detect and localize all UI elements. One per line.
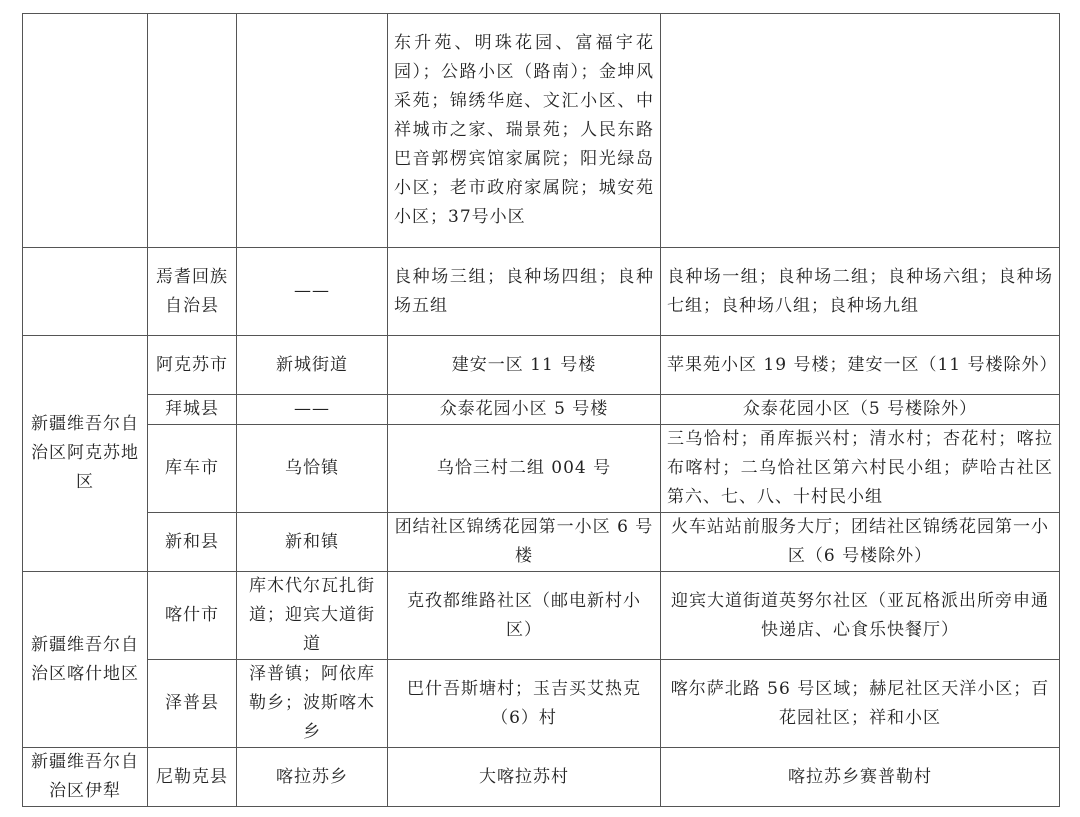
township-cell: —— <box>237 395 388 425</box>
table-row <box>23 572 1060 660</box>
region-cell: 新疆维吾尔自治区伊犁 <box>23 748 148 807</box>
table-row <box>23 513 1060 572</box>
medium-risk-cell: 苹果苑小区 19 号楼；建安一区（11 号楼除外） <box>661 336 1060 395</box>
county-cell: 拜城县 <box>148 395 237 425</box>
county-cell: 阿克苏市 <box>148 336 237 395</box>
medium-risk-cell: 迎宾大道街道英努尔社区（亚瓦格派出所旁申通快递店、心食乐快餐厅） <box>661 572 1060 660</box>
table-row <box>23 336 1060 395</box>
high-risk-cell: 东升苑、明珠花园、富福宇花园）；公路小区（路南）；金坤风采苑；锦绣华庭、文汇小区、中祥城市之家、瑞景苑；人民东路巴音郭楞宾馆家属院；阳光绿岛小区；老市政府家属院；城安苑小区；37号小区 <box>388 14 661 248</box>
county-cell: 库车市 <box>148 425 237 513</box>
high-risk-cell: 乌恰三村二组 004 号 <box>388 425 661 513</box>
county-cell: 喀什市 <box>148 572 237 660</box>
table-row <box>23 748 1060 807</box>
high-risk-cell: 建安一区 11 号楼 <box>388 336 661 395</box>
medium-risk-cell: 喀尔萨北路 56 号区域；赫尼社区天洋小区；百花园社区；祥和小区 <box>661 660 1060 748</box>
high-risk-cell: 大喀拉苏村 <box>388 748 661 807</box>
region-cell <box>23 14 148 248</box>
medium-risk-cell <box>661 14 1060 248</box>
township-cell: 乌恰镇 <box>237 425 388 513</box>
township-cell: —— <box>237 248 388 336</box>
county-cell: 焉耆回族自治县 <box>148 248 237 336</box>
medium-risk-cell: 火车站站前服务大厅；团结社区锦绣花园第一小区（6 号楼除外） <box>661 513 1060 572</box>
table-row <box>23 14 1060 248</box>
county-cell <box>148 14 237 248</box>
region-cell: 新疆维吾尔自治区喀什地区 <box>23 572 148 748</box>
high-risk-cell: 克孜都维路社区（邮电新村小区） <box>388 572 661 660</box>
table-row <box>23 660 1060 748</box>
township-cell: 新和镇 <box>237 513 388 572</box>
high-risk-cell: 众泰花园小区 5 号楼 <box>388 395 661 425</box>
township-cell: 库木代尔瓦扎街道；迎宾大道街道 <box>237 572 388 660</box>
medium-risk-cell: 三乌恰村；甬库振兴村；清水村；杏花村；喀拉布喀村；二乌恰社区第六村民小组；萨哈古社区第六、七、八、十村民小组 <box>661 425 1060 513</box>
medium-risk-cell: 喀拉苏乡赛普勒村 <box>661 748 1060 807</box>
region-cell: 新疆维吾尔自治区阿克苏地区 <box>23 336 148 572</box>
township-cell: 泽普镇；阿依库勒乡；波斯喀木乡 <box>237 660 388 748</box>
high-risk-cell: 巴什吾斯塘村；玉吉买艾热克（6）村 <box>388 660 661 748</box>
medium-risk-cell: 众泰花园小区（5 号楼除外） <box>661 395 1060 425</box>
risk-area-table <box>22 13 1060 807</box>
medium-risk-cell: 良种场一组；良种场二组；良种场六组；良种场七组；良种场八组；良种场九组 <box>661 248 1060 336</box>
county-cell: 新和县 <box>148 513 237 572</box>
table-row <box>23 248 1060 336</box>
county-cell: 尼勒克县 <box>148 748 237 807</box>
township-cell <box>237 14 388 248</box>
township-cell: 新城街道 <box>237 336 388 395</box>
high-risk-cell: 良种场三组；良种场四组；良种场五组 <box>388 248 661 336</box>
table-row <box>23 395 1060 425</box>
table-row <box>23 425 1060 513</box>
high-risk-cell: 团结社区锦绣花园第一小区 6 号楼 <box>388 513 661 572</box>
region-cell <box>23 248 148 336</box>
township-cell: 喀拉苏乡 <box>237 748 388 807</box>
county-cell: 泽普县 <box>148 660 237 748</box>
